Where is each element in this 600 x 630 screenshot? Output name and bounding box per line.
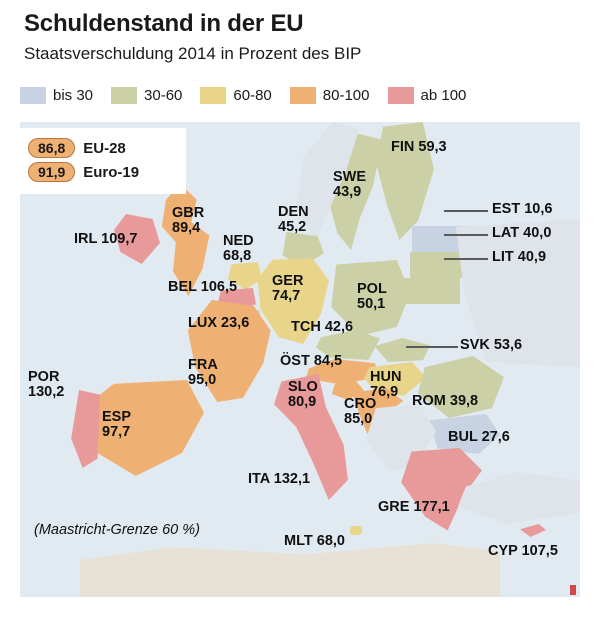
country-shape-lit bbox=[404, 278, 460, 304]
label-bel: BEL 106,5 bbox=[168, 279, 238, 295]
label-ger: GER 74,7 bbox=[272, 273, 304, 305]
legend-item bbox=[388, 87, 467, 104]
legend-label: 30-60 bbox=[144, 86, 183, 104]
footnote: (Maastricht-Grenze 60 %) bbox=[34, 522, 200, 538]
label-tch: TCH 42,6 bbox=[291, 319, 354, 335]
badge-label: EU-28 bbox=[83, 139, 126, 157]
label-hun: HUN 76,9 bbox=[370, 369, 402, 401]
legend-swatch-80-100 bbox=[290, 87, 316, 104]
label-fra: FRA 95,0 bbox=[188, 357, 218, 389]
country-shape-mlt bbox=[350, 526, 362, 535]
legend-item bbox=[20, 87, 93, 104]
label-pol: POL 50,1 bbox=[357, 281, 387, 313]
label-lit: LIT 40,9 bbox=[492, 249, 547, 265]
label-svk: SVK 53,6 bbox=[460, 337, 523, 353]
leader-line-lat bbox=[444, 234, 488, 236]
label-lux: LUX 23,6 bbox=[188, 315, 250, 331]
legend-label: 60-80 bbox=[233, 86, 272, 104]
label-cyp: CYP 107,5 bbox=[488, 543, 558, 559]
corner-mark bbox=[570, 585, 576, 595]
legend-item bbox=[200, 87, 271, 104]
label-ita: ITA 132,1 bbox=[248, 471, 311, 487]
europe-choropleth-map bbox=[20, 122, 580, 597]
label-oest: ÖST 84,5 bbox=[280, 353, 343, 369]
legend-label: bis 30 bbox=[53, 86, 94, 104]
page-subtitle: Staatsverschuldung 2014 in Prozent des BIP bbox=[24, 44, 362, 63]
label-gbr: GBR 89,4 bbox=[172, 205, 205, 237]
legend-swatch-bis-30 bbox=[20, 87, 46, 104]
label-gre: GRE 177,1 bbox=[378, 499, 450, 515]
leader-line-est bbox=[444, 210, 488, 212]
badge-label: Euro-19 bbox=[83, 163, 140, 181]
badge-value: 86,8 bbox=[28, 138, 75, 158]
badge-value: 91,9 bbox=[28, 162, 75, 182]
label-den: DEN 45,2 bbox=[278, 204, 309, 236]
country-shape-lat bbox=[410, 252, 468, 278]
legend-item bbox=[111, 87, 182, 104]
label-rom: ROM 39,8 bbox=[412, 393, 479, 409]
leader-line-svk bbox=[406, 346, 458, 348]
label-lat: LAT 40,0 bbox=[492, 225, 552, 241]
leader-line-lit bbox=[444, 258, 488, 260]
label-irl: IRL 109,7 bbox=[74, 231, 138, 247]
label-swe: SWE 43,9 bbox=[333, 169, 367, 201]
label-fin: FIN 59,3 bbox=[391, 139, 447, 155]
legend-item bbox=[290, 87, 370, 104]
label-cro: CRO 85,0 bbox=[344, 396, 377, 428]
label-por: POR 130,2 bbox=[28, 369, 65, 401]
badge-eu-28 bbox=[28, 138, 178, 158]
badge-euro-19 bbox=[28, 162, 178, 182]
eu-aggregate-badges bbox=[20, 128, 186, 194]
label-bul: BUL 27,6 bbox=[448, 429, 510, 445]
legend-swatch-ab-100 bbox=[388, 87, 414, 104]
legend-swatch-30-60 bbox=[111, 87, 137, 104]
label-mlt: MLT 68,0 bbox=[284, 533, 345, 549]
legend bbox=[20, 80, 580, 110]
label-est: EST 10,6 bbox=[492, 201, 553, 217]
legend-swatch-60-80 bbox=[200, 87, 226, 104]
page-title: Schuldenstand in der EU bbox=[24, 10, 304, 37]
label-slo: SLO 80,9 bbox=[288, 379, 318, 411]
label-esp: ESP 97,7 bbox=[102, 409, 132, 441]
legend-label: ab 100 bbox=[420, 86, 467, 104]
legend-label: 80-100 bbox=[322, 86, 370, 104]
label-ned: NED 68,8 bbox=[223, 233, 254, 265]
